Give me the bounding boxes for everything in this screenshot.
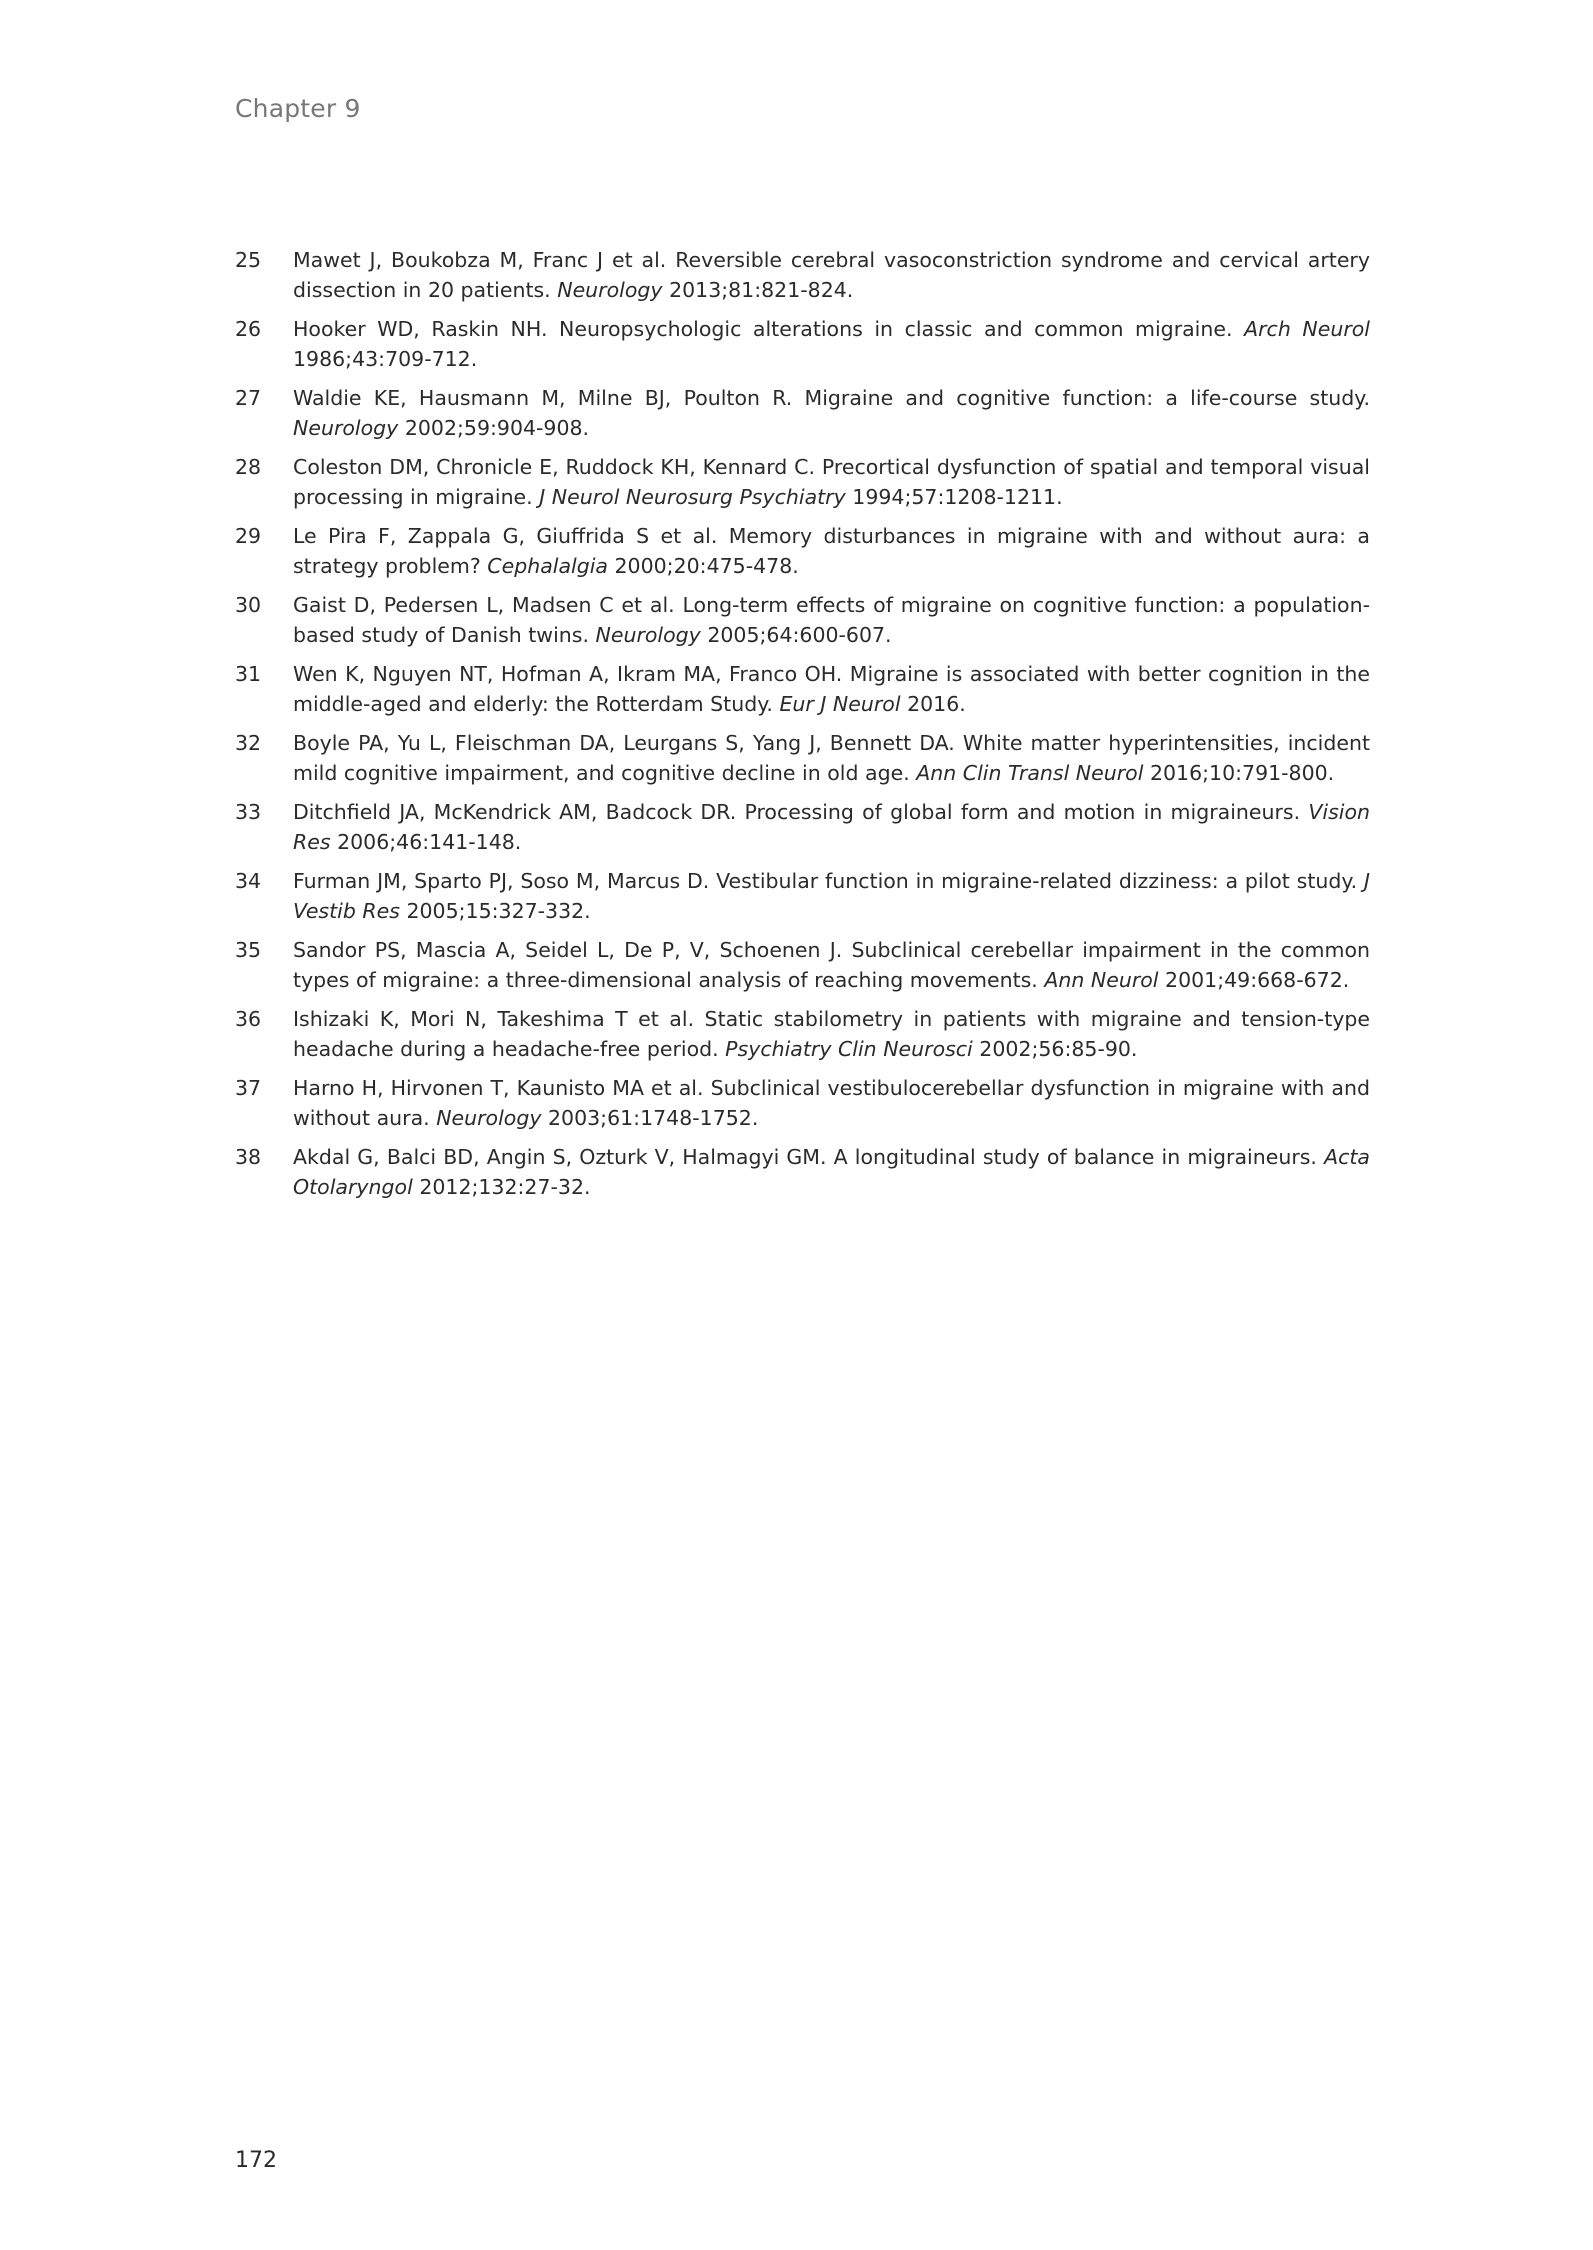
journal-name: Cephalalgia xyxy=(487,554,608,578)
reference-item xyxy=(235,245,1370,305)
reference-item xyxy=(235,728,1370,788)
reference-text: Ishizaki K, Mori N, Takeshima T et al. Static stabilometry in patients with migraine and tension-type headache during a headache-free period. Psychiatry Clin Neurosci 2002;56:85-90. xyxy=(293,1007,1370,1061)
reference-text: Hooker WD, Raskin NH. Neuropsychologic alterations in classic and common migraine. Arch Neurol 1986;43:709-712. xyxy=(293,317,1370,371)
journal-name: Neurology xyxy=(595,623,701,647)
journal-name: Eur J Neurol xyxy=(779,692,901,716)
reference-item xyxy=(235,452,1370,512)
reference-number: 33 xyxy=(235,800,262,824)
journal-name: Psychiatry Clin Neurosci xyxy=(725,1037,973,1061)
reference-item xyxy=(235,659,1370,719)
reference-number: 36 xyxy=(235,1007,262,1031)
reference-item xyxy=(235,521,1370,581)
reference-number: 34 xyxy=(235,869,262,893)
reference-text: Waldie KE, Hausmann M, Milne BJ, Poulton R. Migraine and cognitive function: a life-course study. Neurology 2002;59:904-908. xyxy=(293,386,1370,440)
reference-number: 35 xyxy=(235,938,262,962)
reference-text: Gaist D, Pedersen L, Madsen C et al. Long-term effects of migraine on cognitive function: a population-based study of Danish twins. Neurology 2005;64:600-607. xyxy=(293,593,1370,647)
reference-number: 27 xyxy=(235,386,262,410)
journal-name: Ann Clin Transl Neurol xyxy=(916,761,1144,785)
journal-name: Arch Neurol xyxy=(1244,317,1370,341)
journal-name: Neurology xyxy=(293,416,399,440)
reference-text: Mawet J, Boukobza M, Franc J et al. Reversible cerebral vasoconstriction syndrome and cervical artery dissection in 20 patients. Neurology 2013;81:821-824. xyxy=(293,248,1370,302)
reference-text: Wen K, Nguyen NT, Hofman A, Ikram MA, Franco OH. Migraine is associated with better cognition in the middle-aged and elderly: the Rotterdam Study. Eur J Neurol 2016. xyxy=(293,662,1370,716)
reference-text: Boyle PA, Yu L, Fleischman DA, Leurgans S, Yang J, Bennett DA. White matter hyperintensities, incident mild cognitive impairment, and cognitive decline in old age. Ann Clin Transl Neurol 2016;10:791-800. xyxy=(293,731,1370,785)
journal-name: J Vestib Res xyxy=(293,869,1370,923)
reference-number: 28 xyxy=(235,455,262,479)
reference-text: Ditchfield JA, McKendrick AM, Badcock DR. Processing of global form and motion in migraineurs. Vision Res 2006;46:141-148. xyxy=(293,800,1370,854)
journal-name: Ann Neurol xyxy=(1044,968,1159,992)
reference-number: 37 xyxy=(235,1076,262,1100)
reference-number: 30 xyxy=(235,593,262,617)
reference-item xyxy=(235,314,1370,374)
reference-number: 31 xyxy=(235,662,262,686)
reference-item xyxy=(235,1004,1370,1064)
reference-number: 32 xyxy=(235,731,262,755)
journal-name: Vision Res xyxy=(293,800,1370,854)
reference-text: Harno H, Hirvonen T, Kaunisto MA et al. Subclinical vestibulocerebellar dysfunction in migraine with and without aura. Neurology 2003;61:1748-1752. xyxy=(293,1076,1370,1130)
reference-item xyxy=(235,866,1370,926)
reference-item xyxy=(235,1073,1370,1133)
reference-number: 38 xyxy=(235,1145,262,1169)
journal-name: Neurology xyxy=(557,278,663,302)
reference-text: Coleston DM, Chronicle E, Ruddock KH, Kennard C. Precortical dysfunction of spatial and temporal visual processing in migraine. J Neurol Neurosurg Psychiatry 1994;57:1208-1211. xyxy=(293,455,1370,509)
reference-number: 29 xyxy=(235,524,262,548)
reference-number: 25 xyxy=(235,248,262,272)
reference-text: Sandor PS, Mascia A, Seidel L, De P, V, Schoenen J. Subclinical cerebellar impairment in the common types of migraine: a three-dimensional analysis of reaching movements. Ann Neurol 2001;49:668-672. xyxy=(293,938,1370,992)
reference-item xyxy=(235,1142,1370,1202)
reference-text: Akdal G, Balci BD, Angin S, Ozturk V, Halmagyi GM. A longitudinal study of balance in migraineurs. Acta Otolaryngol 2012;132:27-32. xyxy=(293,1145,1370,1199)
reference-list xyxy=(235,245,1370,1211)
reference-text: Furman JM, Sparto PJ, Soso M, Marcus D. Vestibular function in migraine-related dizziness: a pilot study. J Vestib Res 2005;15:327-332. xyxy=(293,869,1370,923)
running-head: Chapter 9 xyxy=(235,94,361,123)
reference-item xyxy=(235,797,1370,857)
reference-item xyxy=(235,935,1370,995)
reference-item xyxy=(235,590,1370,650)
reference-text: Le Pira F, Zappala G, Giuffrida S et al. Memory disturbances in migraine with and without aura: a strategy problem? Cephalalgia 2000;20:475-478. xyxy=(293,524,1370,578)
journal-name: Neurology xyxy=(436,1106,542,1130)
reference-item xyxy=(235,383,1370,443)
reference-number: 26 xyxy=(235,317,262,341)
journal-name: J Neurol Neurosurg Psychiatry xyxy=(539,485,846,509)
page-number: 172 xyxy=(235,2148,277,2173)
journal-name: Acta Otolaryngol xyxy=(293,1145,1370,1199)
